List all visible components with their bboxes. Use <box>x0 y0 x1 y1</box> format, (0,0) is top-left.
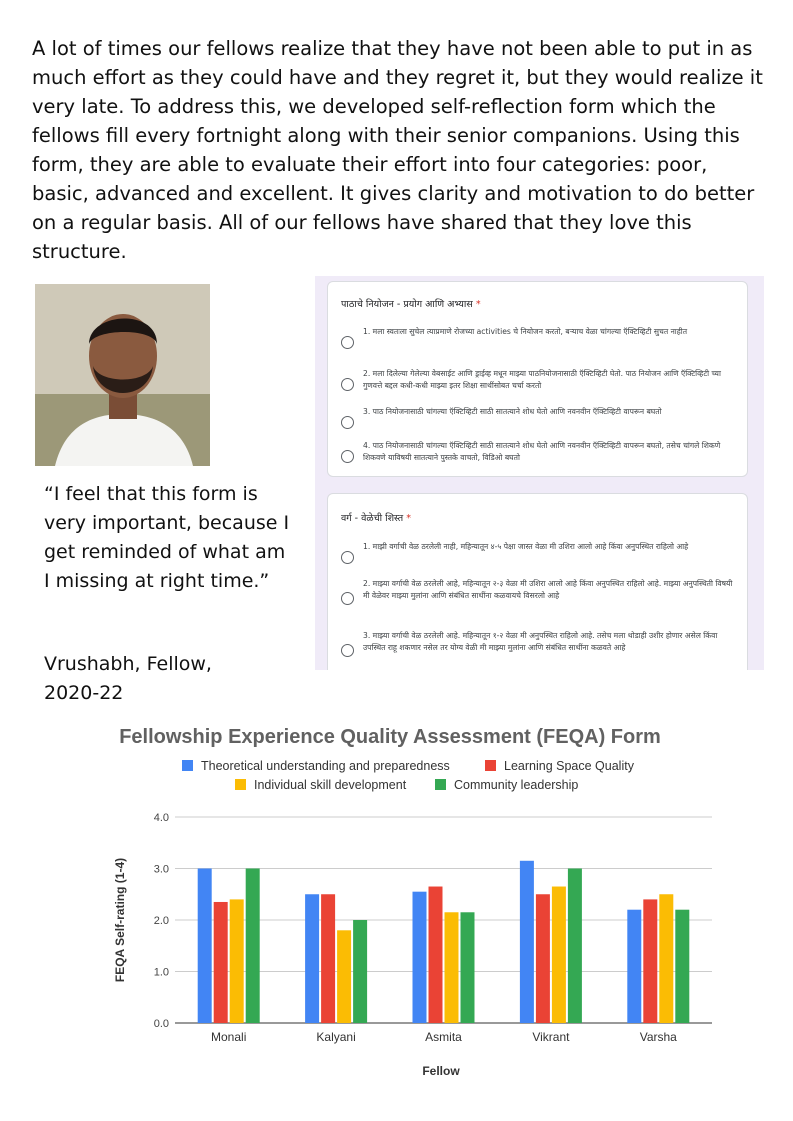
question-title: पाठाचे नियोजन - प्रयोग आणि अभ्यास * <box>341 299 481 310</box>
author-years: 2020-22 <box>44 682 124 704</box>
radio-button[interactable] <box>341 450 354 463</box>
form-screenshot <box>315 276 764 670</box>
bar <box>445 912 459 1023</box>
bar <box>429 887 443 1023</box>
bar <box>552 887 566 1023</box>
y-tick-label: 1.0 <box>153 966 169 979</box>
y-tick-label: 4.0 <box>153 812 169 824</box>
radio-button[interactable] <box>341 416 354 429</box>
bar <box>214 902 228 1023</box>
question-card-lesson-planning: पाठाचे नियोजन - प्रयोग आणि अभ्यास * 1. मला स्वतःला सुचेल त्याप्रमाणे रोजच्या activities चे नियोजन करतो, बऱ्याच वेळा चांगल्या ऍक्टिव्हिटी सुचत नाहीत 2. मला दिलेल्या गेलेल्या वेबसाईट आणि ड्राईव्ह मधून माझ्या पाठनियोजनासाठी ऍक्टिव्हिटी घेतो. पाठ नियोजन आणि ऍक्टिव्हिटी च्या गुणवत्ते बद्दल कधी-कधी माझ्या इतर शिक्षा साथींसोबत चर्चा करतो 3. पाठ नियोजनासाठी चांगल्या ऍक्टिव्हिटी साठी सातत्याने शोध घेतो आणि नवनवीन ऍक्टिव्हिटी वापरून बघतो 4. पाठ नियोजनासाठी चांगल्या ऍक्टिव्हिटी साठी सातत्याने शोध घेतो आणि नवनवीन ऍक्टिव्हिटी वापरून बघतो, तसेच चांगले शिकणे शिकवणे याविषयी सातत्याने पुस्तके वाचतो, विडिओ बघतो <box>327 281 748 477</box>
question-card-class-discipline: वर्ग - वेळेची शिस्त * 1. माझी वर्गाची वेळ ठरलेली नाही, महिन्यातून ४-५ पेक्षा जास्त वेळा मी उशिरा आलो आहे किंवा अनुपस्थित राहिलो आहे 2. माझ्या वर्गाची वेळ ठरलेली आहे, महिन्यातून २-३ वेळा मी उशिरा आलो आहे किंवा अनुपस्थित राहिलो आहे. माझ्या अनुपस्थिती विषयी मी वेळेवर माझ्या मुलांना आणि संबंधित साथींना कळवायचे विसरलो आहे 3. माझ्या वर्गाची वेळ ठरलेली आहे. महिन्यातून १-२ वेळा मी अनुपस्थित राहिलो आहे. तसेच मला थोडाही उशीर होणार असेल किंवा उपस्थित राहू शकणार नसेल तर योग्य वेळी मी माझ्या मुलांना आणि संबंधित साथींना कळवते आहे <box>327 493 748 670</box>
legend-label: Individual skill development <box>254 778 407 792</box>
y-tick-label: 0.0 <box>153 1018 169 1030</box>
fellow-quote: “I feel that this form is very important, because I get reminded of what am I missing at right time.” <box>44 483 290 592</box>
bar <box>643 899 657 1023</box>
bar <box>337 930 351 1023</box>
radio-button[interactable] <box>341 644 354 657</box>
bar <box>568 869 582 1024</box>
radio-button[interactable] <box>341 336 354 349</box>
intro-paragraph: A lot of times our fellows realize that they have not been able to put in as much effort as they could have and they regret it, but they would realize it very late. To address this, we developed self-reflection form which the fellows fill every fortnight along with their senior companions. Using this form, they are able to evaluate their effort into four categories: poor, basic, advanced and excellent. It gives clarity and motivation to do better on a regular basis. All of our fellows have shared that they love this structure. <box>32 37 763 263</box>
x-tick-label: Kalyani <box>316 1030 356 1044</box>
x-tick-label: Monali <box>211 1030 247 1044</box>
bar <box>536 894 550 1023</box>
bar <box>246 869 260 1024</box>
bar <box>627 910 641 1023</box>
chart-title: Fellowship Experience Quality Assessment (FEQA) Form <box>119 726 661 748</box>
bar <box>413 892 427 1023</box>
author-name: Vrushabh, Fellow, <box>44 653 212 675</box>
legend-label: Learning Space Quality <box>504 759 634 773</box>
bar <box>198 869 212 1024</box>
bar <box>675 910 689 1023</box>
radio-button[interactable] <box>341 551 354 564</box>
x-tick-label: Asmita <box>425 1030 462 1044</box>
legend-swatch <box>182 760 193 771</box>
quote-author <box>44 650 294 708</box>
fellow-photo <box>35 284 210 466</box>
bar <box>520 861 534 1023</box>
radio-button[interactable] <box>341 592 354 605</box>
bar <box>305 894 319 1023</box>
legend-label: Theoretical understanding and preparedness <box>201 759 450 773</box>
bar <box>353 920 367 1023</box>
y-tick-label: 2.0 <box>153 915 169 927</box>
feqa-chart <box>100 715 740 1095</box>
x-axis-label: Fellow <box>422 1064 460 1078</box>
y-axis-label: FEQA Self-rating (1-4) <box>113 857 127 983</box>
y-tick-label: 3.0 <box>153 863 169 876</box>
x-tick-label: Vikrant <box>532 1030 570 1044</box>
x-tick-label: Varsha <box>639 1030 677 1044</box>
bar <box>321 894 335 1023</box>
legend-label: Community leadership <box>454 778 579 792</box>
legend-swatch <box>235 779 246 790</box>
bar <box>461 912 475 1023</box>
bar <box>230 899 244 1023</box>
radio-button[interactable] <box>341 378 354 391</box>
legend-swatch <box>485 760 496 771</box>
feqa-bar-chart <box>100 715 740 1095</box>
legend-swatch <box>435 779 446 790</box>
question-title: वर्ग - वेळेची शिस्त * <box>341 513 411 524</box>
bar <box>659 894 673 1023</box>
